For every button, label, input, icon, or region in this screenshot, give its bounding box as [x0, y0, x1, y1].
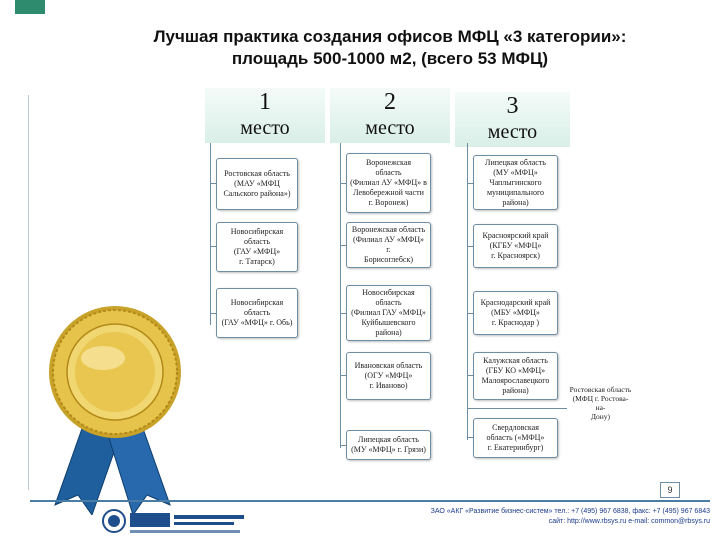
footer-contacts-line-2: сайт: http://www.rbsys.ru e-mail: common@rbsys.ru	[548, 518, 710, 525]
place-3-header	[455, 92, 570, 147]
gold-medal-illustration	[30, 300, 200, 515]
col3-extra-tick	[467, 408, 567, 409]
place-3-label: место	[487, 121, 538, 143]
corner-accent	[15, 0, 45, 14]
place-2-item: Воронежская область (Филиал АУ «МФЦ» г. Борисоглебск)	[346, 222, 431, 268]
footer-divider	[30, 500, 710, 502]
title-line-1: Лучшая практика создания офисов МФЦ «3 категории»:	[153, 27, 627, 46]
footer-contacts	[300, 507, 710, 527]
place-1-item: Новосибирская область (ГАУ «МФЦ» г. Обь)	[216, 288, 298, 338]
place-3-item: Свердловская область («МФЦ» г. Екатеринбург)	[473, 418, 558, 458]
place-2-number: 2	[384, 89, 396, 115]
left-border-line	[28, 95, 29, 490]
place-2-item: Новосибирская область (Филиал ГАУ «МФЦ» Куйбышевского района)	[346, 285, 431, 341]
place-3-number: 3	[506, 93, 519, 119]
company-logo	[100, 505, 250, 537]
col1-connector	[210, 143, 211, 325]
title-line-2: площадь 500-1000 м2, (всего 53 МФЦ)	[231, 49, 549, 68]
col3-connector	[467, 143, 468, 440]
place-3-extra-item: Ростовская область (МФЦ г. Ростова-на- Дону)	[569, 385, 632, 421]
place-1-number: 1	[259, 89, 271, 115]
place-3-item: Липецкая область (МУ «МФЦ» Чаплыгинского муниципального района)	[473, 155, 558, 210]
place-2-item: Ивановская область (ОГУ «МФЦ» г. Иваново)	[346, 352, 431, 400]
place-1-label: место	[240, 117, 290, 139]
footer-contacts-line-1: ЗАО «АКГ «Развитие бизнес-систем» тел.: +7 (495) 967 6838, факс: +7 (495) 967 6843	[430, 508, 710, 515]
col2-connector	[340, 143, 341, 448]
place-3-item: Красноярский край (КГБУ «МФЦ» г. Красноярск)	[473, 224, 558, 268]
place-1-item: Ростовская область (МАУ «МФЦ Сальского района»)	[216, 158, 298, 210]
place-3-item: Калужская область (ГБУ КО «МФЦ» Малоярославецкого района)	[473, 352, 558, 400]
place-1-header	[205, 88, 325, 143]
place-2-item: Воронежская область (Филиал АУ «МФЦ» в Левобережной части г. Воронеж)	[346, 153, 431, 213]
slide-title	[70, 26, 710, 70]
place-2-label: место	[365, 117, 415, 139]
place-1-item: Новосибирская область (ГАУ «МФЦ» г. Татарск)	[216, 222, 298, 272]
place-2-item: Липецкая область (МУ «МФЦ» г. Грязи)	[346, 430, 431, 460]
page-number: 9	[660, 482, 680, 498]
place-2-header	[330, 88, 450, 143]
place-3-item: Краснодарский край (МБУ «МФЦ» г. Краснодар )	[473, 291, 558, 335]
